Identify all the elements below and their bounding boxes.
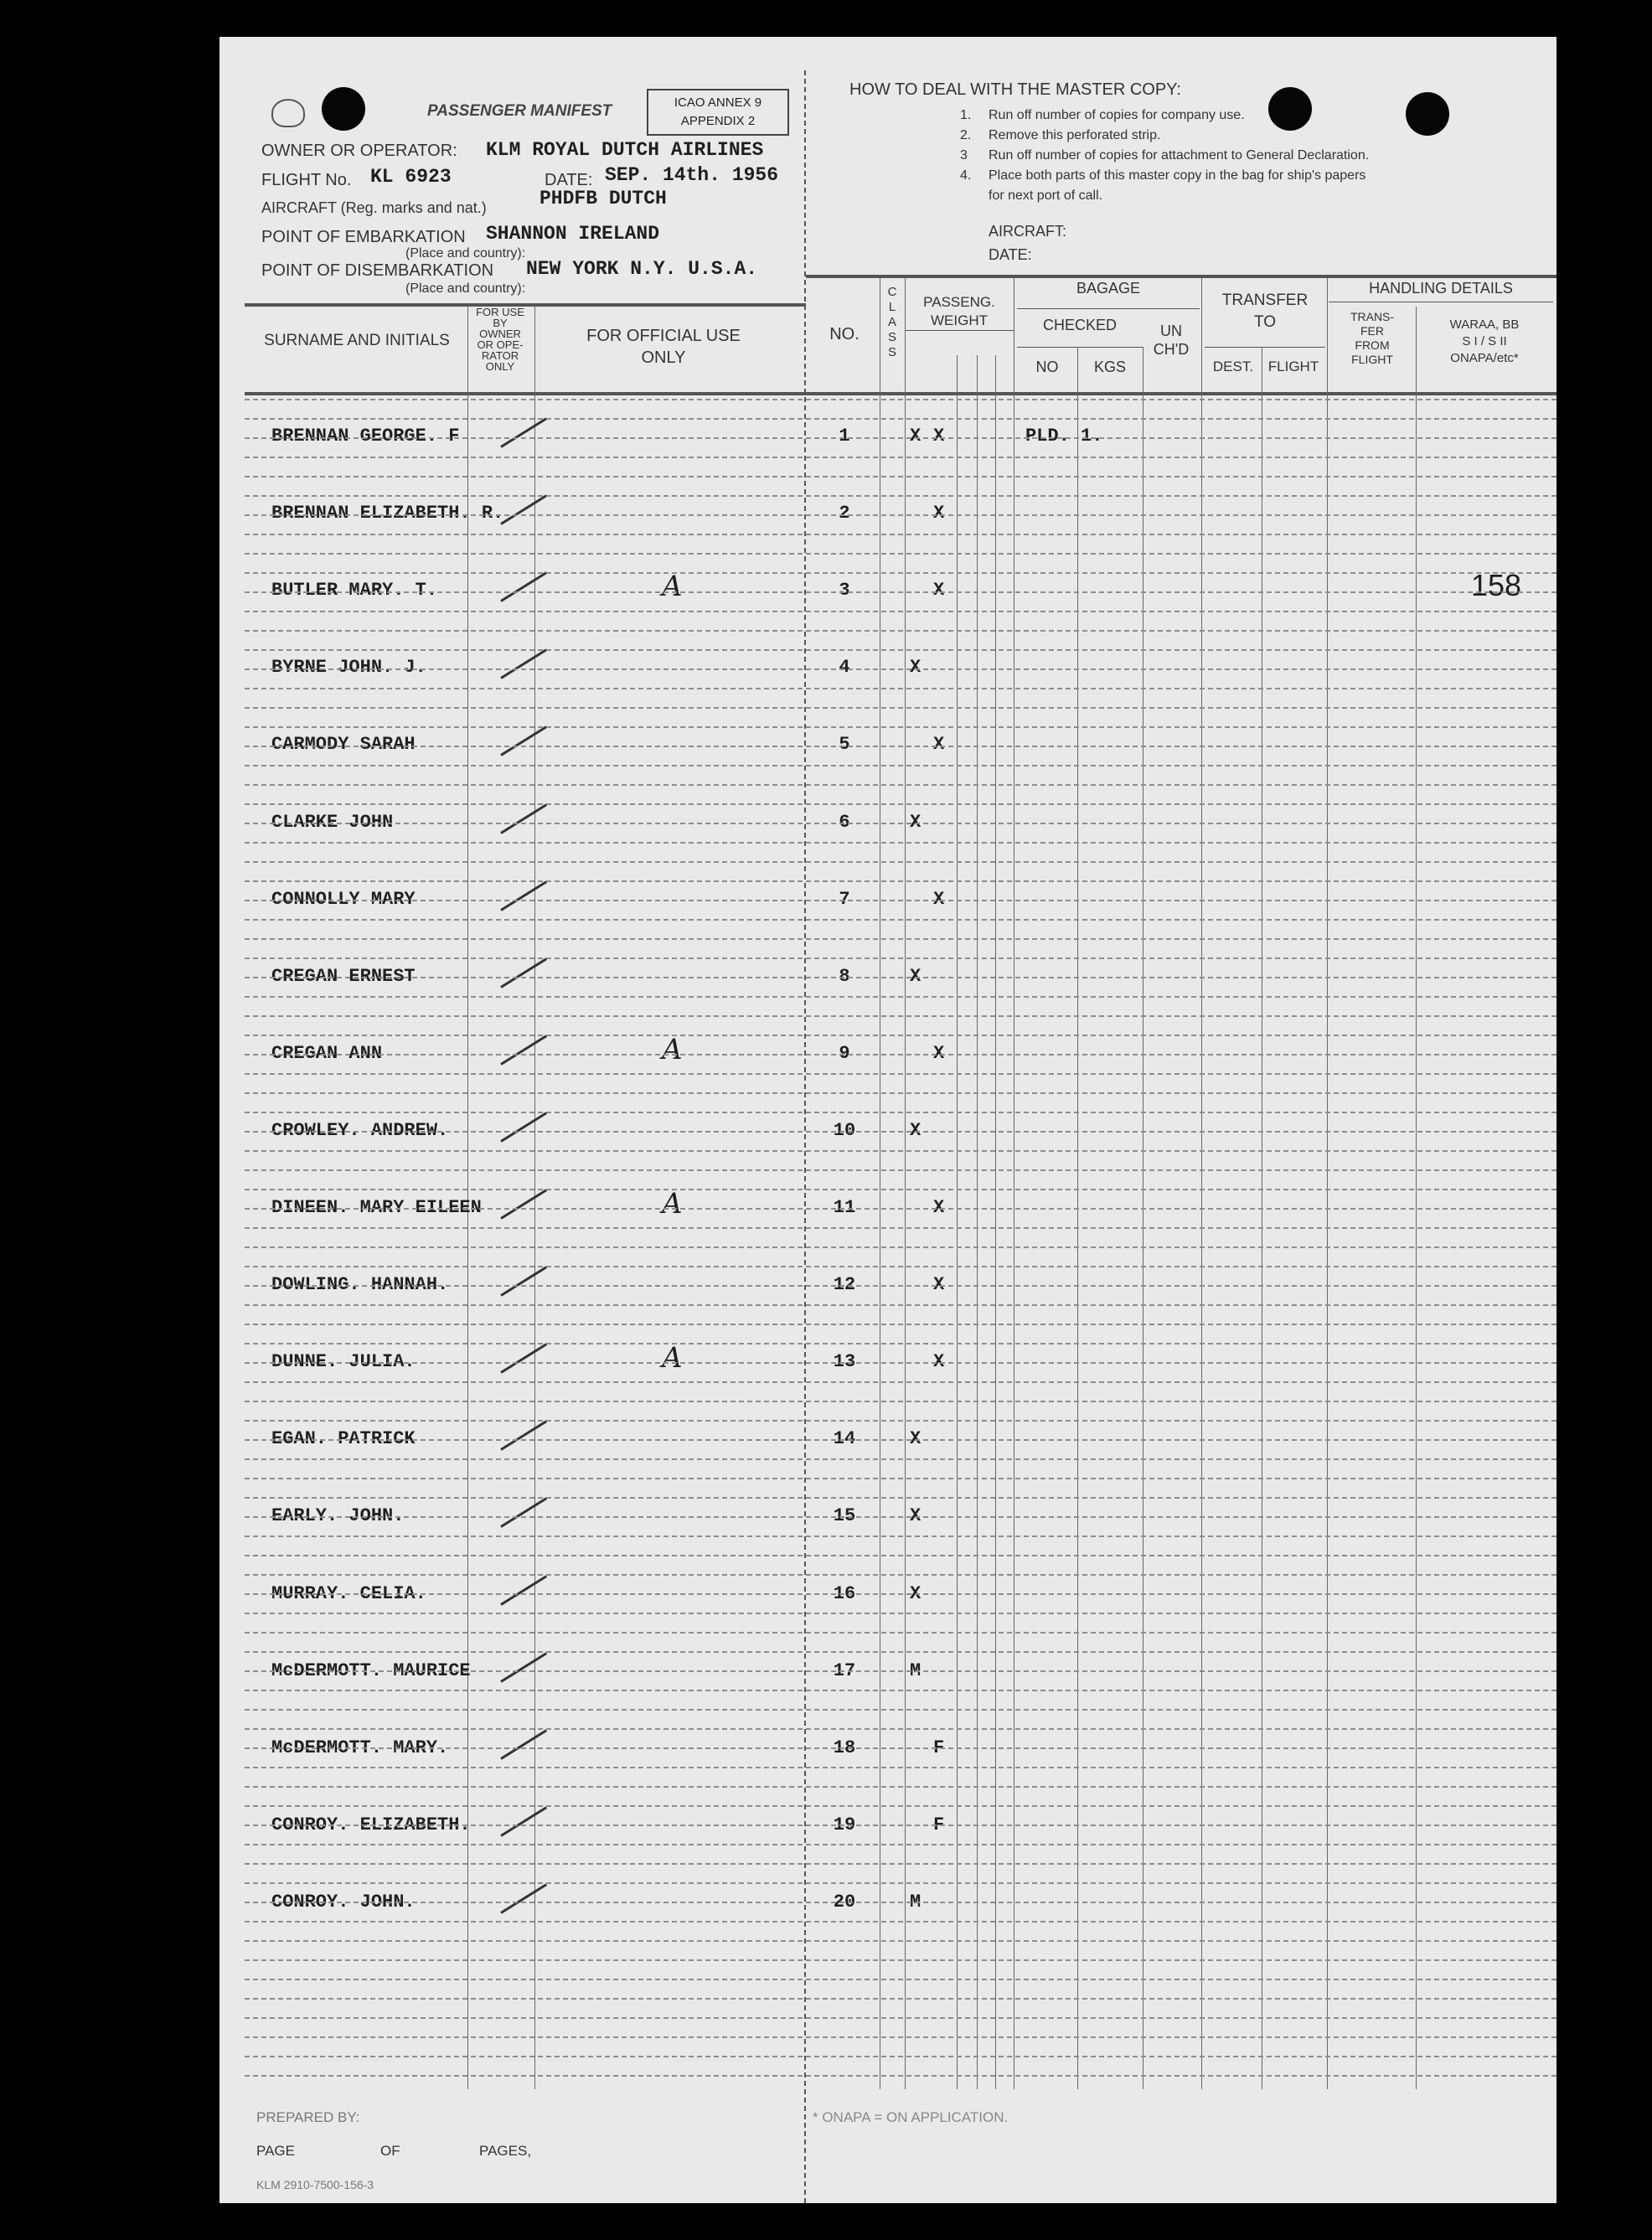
passenger-number: 16 bbox=[833, 1582, 856, 1604]
ruled-line bbox=[245, 1169, 1556, 1171]
col-checked: CHECKED bbox=[1042, 317, 1117, 333]
passenger-name: EARLY. JOHN. bbox=[271, 1505, 405, 1527]
check-mark bbox=[500, 1652, 547, 1682]
passenger-number: 7 bbox=[839, 888, 850, 910]
col-waraa: WARAA, BB S I / S II ONAPA/etc* bbox=[1449, 317, 1520, 365]
official-use-mark: A bbox=[662, 570, 683, 604]
prepared-by-label: PREPARED BY: bbox=[256, 2109, 360, 2125]
ruled-line bbox=[245, 1150, 1556, 1152]
manifest-sheet bbox=[219, 37, 1556, 2203]
punch-hole bbox=[322, 87, 365, 131]
check-mark bbox=[500, 1189, 547, 1219]
col-baggage: BAGAGE bbox=[1076, 280, 1141, 297]
passenger-number: 8 bbox=[839, 965, 850, 987]
header-rule bbox=[245, 392, 1556, 395]
baggage-checked: PLD. 1. bbox=[1025, 426, 1103, 446]
weight-mark: X bbox=[933, 734, 945, 756]
instruction-item: 4. Place both parts of this master copy in the bag for ship's papers bbox=[960, 168, 1366, 183]
passenger-name: CREGAN ANN bbox=[271, 1042, 383, 1064]
ruled-line bbox=[245, 1285, 1556, 1287]
ruled-line bbox=[245, 1902, 1556, 1903]
instructions-title: HOW TO DEAL WITH THE MASTER COPY: bbox=[849, 80, 1181, 99]
ruled-line bbox=[245, 514, 1556, 516]
ruled-line bbox=[245, 572, 1556, 574]
ruled-line bbox=[245, 591, 1556, 593]
check-mark bbox=[500, 417, 547, 447]
passenger-name: McDERMOTT. MARY. bbox=[271, 1737, 449, 1758]
disembarkation-value: NEW YORK N.Y. U.S.A. bbox=[526, 258, 758, 280]
ruled-line bbox=[245, 1497, 1556, 1499]
ruled-line bbox=[245, 900, 1556, 901]
check-mark bbox=[500, 1035, 547, 1065]
ruled-line bbox=[245, 1439, 1556, 1441]
ruled-line bbox=[245, 1940, 1556, 1942]
passenger-number: 2 bbox=[839, 503, 850, 524]
weight-mark: X bbox=[933, 1351, 945, 1373]
instructions-list bbox=[960, 106, 1530, 206]
ruled-line bbox=[245, 765, 1556, 766]
col-flight: FLIGHT bbox=[1267, 359, 1319, 374]
instruction-item: 2. Remove this perforated strip. bbox=[960, 128, 1161, 142]
header-rule bbox=[806, 275, 1556, 278]
passenger-number: 5 bbox=[839, 734, 850, 756]
ruled-line bbox=[245, 1574, 1556, 1576]
class-mark: M bbox=[910, 1659, 922, 1681]
embarkation-label: POINT OF EMBARKATION bbox=[261, 228, 466, 246]
place-country-note: (Place and country): bbox=[405, 281, 526, 296]
ruled-line bbox=[245, 418, 1556, 420]
col-surname: SURNAME AND INITIALS bbox=[264, 332, 450, 349]
header-subrule bbox=[1017, 308, 1200, 309]
official-use-mark: A bbox=[662, 1341, 683, 1375]
ruled-line bbox=[245, 457, 1556, 458]
passenger-number: 9 bbox=[839, 1042, 850, 1064]
ruled-line bbox=[245, 2017, 1556, 2019]
date-label: DATE: bbox=[545, 171, 593, 189]
passenger-number: 15 bbox=[833, 1505, 856, 1527]
ruled-line bbox=[245, 1092, 1556, 1094]
passenger-name: BRENNAN GEORGE. F bbox=[271, 426, 460, 446]
ruled-line bbox=[245, 996, 1556, 998]
flight-value: KL 6923 bbox=[370, 166, 452, 188]
ruled-line bbox=[245, 2056, 1556, 2057]
manifest-title: PASSENGER MANIFEST bbox=[427, 102, 612, 120]
flight-label: FLIGHT No. bbox=[261, 171, 352, 189]
ruled-line bbox=[245, 534, 1556, 535]
ruled-line bbox=[245, 495, 1556, 497]
passenger-number: 4 bbox=[839, 657, 850, 679]
ruled-line bbox=[245, 1709, 1556, 1711]
passenger-name: MURRAY. CELIA. bbox=[271, 1582, 426, 1604]
check-mark bbox=[500, 1575, 547, 1605]
ruled-line bbox=[245, 1073, 1556, 1075]
col-checked-no: NO bbox=[1035, 359, 1059, 375]
passenger-number: 19 bbox=[833, 1814, 856, 1835]
passenger-name: DOWLING. HANNAH. bbox=[271, 1274, 449, 1296]
page-label: PAGE bbox=[256, 2143, 295, 2159]
ruled-line bbox=[245, 611, 1556, 612]
check-mark bbox=[500, 803, 547, 834]
ruled-line bbox=[245, 1844, 1556, 1845]
ruled-line bbox=[245, 1208, 1556, 1210]
ruled-line bbox=[245, 1747, 1556, 1749]
ruled-line bbox=[245, 823, 1556, 824]
ruled-line bbox=[245, 437, 1556, 439]
instruction-item: 1. Run off number of copies for company use. bbox=[960, 108, 1245, 122]
ruled-line bbox=[245, 1767, 1556, 1768]
class-mark: X bbox=[910, 1428, 922, 1450]
weight-mark: X bbox=[933, 1042, 945, 1064]
col-passeng-weight: PASSENG. WEIGHT bbox=[923, 294, 995, 328]
passenger-name: EGAN. PATRICK bbox=[271, 1428, 416, 1450]
col-by-owner: FOR USE BY OWNER OR OPE- RATOR ONLY bbox=[476, 306, 524, 373]
class-mark: X bbox=[910, 657, 922, 679]
passenger-name: CREGAN ERNEST bbox=[271, 965, 416, 987]
instruction-item: for next port of call. bbox=[989, 188, 1103, 203]
ruled-line bbox=[245, 1401, 1556, 1402]
passenger-name: BRENNAN ELIZABETH. R. bbox=[271, 503, 504, 524]
check-mark bbox=[500, 726, 547, 756]
col-class: C L A S S bbox=[887, 285, 897, 359]
ruled-line bbox=[245, 1959, 1556, 1961]
icao-appendix: APPENDIX 2 bbox=[680, 114, 756, 128]
passenger-name: CROWLEY. ANDREW. bbox=[271, 1119, 449, 1141]
owner-label: OWNER OR OPERATOR: bbox=[261, 142, 457, 160]
passenger-number: 13 bbox=[833, 1351, 856, 1373]
ruled-line bbox=[245, 1324, 1556, 1325]
ruled-line bbox=[245, 1246, 1556, 1248]
ruled-line bbox=[245, 1651, 1556, 1653]
ruled-line bbox=[245, 861, 1556, 863]
weight-mark: X bbox=[933, 1197, 945, 1218]
ruled-line bbox=[245, 1458, 1556, 1460]
embarkation-value: SHANNON IRELAND bbox=[486, 223, 660, 245]
col-no: NO. bbox=[829, 325, 860, 343]
col-handling: HANDLING DETAILS bbox=[1369, 280, 1513, 297]
ruled-line bbox=[245, 1381, 1556, 1383]
passenger-number: 11 bbox=[833, 1197, 856, 1218]
ruled-line bbox=[245, 630, 1556, 632]
passenger-name: DINEEN. MARY EILEEN bbox=[271, 1197, 482, 1218]
passenger-name: DUNNE. JULIA. bbox=[271, 1351, 416, 1373]
ruled-line bbox=[245, 880, 1556, 882]
ruled-line bbox=[245, 746, 1556, 747]
check-mark bbox=[500, 1883, 547, 1913]
ruled-line bbox=[245, 977, 1556, 978]
instr-aircraft-label: AIRCRAFT: bbox=[989, 223, 1067, 240]
passenger-number: 14 bbox=[833, 1428, 856, 1450]
passenger-number: 6 bbox=[839, 811, 850, 833]
check-mark bbox=[500, 880, 547, 911]
ruled-line bbox=[245, 919, 1556, 921]
ruled-line bbox=[245, 1343, 1556, 1345]
handling-note: 158 bbox=[1471, 568, 1522, 603]
passenger-name: CONNOLLY MARY bbox=[271, 888, 416, 910]
ruled-line bbox=[245, 1304, 1556, 1306]
check-mark bbox=[500, 1729, 547, 1759]
ruled-line bbox=[245, 1015, 1556, 1017]
instruction-item: 3 Run off number of copies for attachment to General Declaration. bbox=[960, 148, 1370, 163]
weight-mark: F bbox=[933, 1814, 945, 1835]
class-mark: X bbox=[910, 965, 922, 987]
form-code: KLM 2910-7500-156-3 bbox=[256, 2178, 374, 2191]
ruled-line bbox=[245, 1131, 1556, 1133]
check-mark bbox=[500, 1266, 547, 1296]
passenger-number: 17 bbox=[833, 1659, 856, 1681]
ruled-line bbox=[245, 1690, 1556, 1691]
passenger-name: BUTLER MARY. T. bbox=[271, 580, 438, 601]
ruled-line bbox=[245, 784, 1556, 786]
ruled-line bbox=[245, 957, 1556, 959]
official-use-mark: A bbox=[662, 1187, 683, 1221]
check-mark bbox=[500, 494, 547, 524]
passenger-name: BYRNE JOHN. J. bbox=[271, 657, 426, 679]
ruled-line bbox=[245, 1805, 1556, 1807]
col-dest: DEST. bbox=[1212, 359, 1254, 374]
icao-annex: ICAO ANNEX 9 bbox=[674, 95, 762, 110]
ruled-line bbox=[245, 1670, 1556, 1672]
ruled-line bbox=[245, 1420, 1556, 1422]
official-use-mark: A bbox=[662, 1032, 683, 1066]
check-mark bbox=[500, 649, 547, 679]
col-unchecked: UN CH'D bbox=[1153, 323, 1190, 358]
klm-crown-logo bbox=[271, 99, 305, 127]
class-mark: X bbox=[910, 1505, 922, 1527]
passenger-name: CARMODY SARAH bbox=[271, 734, 416, 756]
ruled-line bbox=[245, 1979, 1556, 1980]
col-checked-kgs: KGS bbox=[1093, 359, 1126, 375]
ruled-line bbox=[245, 1478, 1556, 1479]
ruled-line bbox=[245, 1362, 1556, 1364]
ruled-line bbox=[245, 1035, 1556, 1036]
weight-mark: X bbox=[933, 1274, 945, 1296]
weight-mark: F bbox=[933, 1737, 945, 1758]
passenger-name: McDERMOTT. MAURICE bbox=[271, 1659, 471, 1681]
check-mark bbox=[500, 1421, 547, 1451]
ruled-line bbox=[245, 1632, 1556, 1634]
col-official-use: FOR OFFICIAL USE ONLY bbox=[586, 327, 741, 367]
check-mark bbox=[500, 957, 547, 988]
ruled-line bbox=[245, 1112, 1556, 1113]
col-transfer: TRANSFER TO bbox=[1221, 292, 1309, 331]
ruled-line bbox=[245, 1516, 1556, 1518]
ruled-line bbox=[245, 1593, 1556, 1595]
check-mark bbox=[500, 1112, 547, 1142]
onapa-note: * ONAPA = ON APPLICATION. bbox=[813, 2109, 1009, 2125]
ruled-line bbox=[245, 399, 1556, 400]
ruled-line bbox=[245, 707, 1556, 709]
passenger-number: 20 bbox=[833, 1891, 856, 1912]
check-mark bbox=[500, 1344, 547, 1374]
class-mark: X bbox=[910, 426, 922, 446]
class-mark: X bbox=[910, 1582, 922, 1604]
ruled-line bbox=[245, 476, 1556, 477]
check-mark bbox=[500, 1806, 547, 1836]
place-country-note: (Place and country): bbox=[405, 246, 526, 261]
header-subrule bbox=[1205, 347, 1325, 348]
ruled-line bbox=[245, 649, 1556, 651]
ruled-line bbox=[245, 668, 1556, 670]
ruled-line bbox=[245, 1227, 1556, 1229]
aircraft-label: AIRCRAFT (Reg. marks and nat.) bbox=[261, 199, 487, 216]
ruled-line bbox=[245, 1863, 1556, 1865]
ruled-line bbox=[245, 842, 1556, 844]
ruled-line bbox=[245, 553, 1556, 555]
ruled-line bbox=[245, 1728, 1556, 1730]
class-mark: X bbox=[910, 1119, 922, 1141]
ruled-line bbox=[245, 1054, 1556, 1055]
icao-reference-box bbox=[647, 89, 789, 136]
passenger-number: 1 bbox=[839, 426, 850, 446]
ruled-line bbox=[245, 1998, 1556, 2000]
ruled-line bbox=[245, 938, 1556, 940]
check-mark bbox=[500, 1498, 547, 1528]
check-mark bbox=[500, 572, 547, 602]
ruled-line bbox=[245, 2075, 1556, 2077]
ruled-line bbox=[245, 1786, 1556, 1788]
ruled-line bbox=[245, 1555, 1556, 1556]
ruled-line bbox=[245, 1535, 1556, 1537]
passenger-number: 18 bbox=[833, 1737, 856, 1758]
ruled-line bbox=[245, 1613, 1556, 1614]
ruled-line bbox=[245, 1189, 1556, 1190]
weight-mark: X bbox=[933, 426, 945, 446]
owner-value: KLM ROYAL DUTCH AIRLINES bbox=[486, 139, 764, 161]
ruled-line bbox=[245, 1266, 1556, 1267]
ruled-line bbox=[245, 1921, 1556, 1923]
header-subrule bbox=[1017, 347, 1143, 348]
disembarkation-label: POINT OF DISEMBARKATION bbox=[261, 261, 494, 280]
of-label: OF bbox=[380, 2143, 400, 2159]
ruled-line bbox=[245, 688, 1556, 689]
ruled-line bbox=[245, 1825, 1556, 1826]
pages-label: PAGES, bbox=[479, 2143, 532, 2159]
ruled-line bbox=[245, 2036, 1556, 2038]
passenger-name: CONROY. JOHN. bbox=[271, 1891, 416, 1912]
ruled-line bbox=[245, 1882, 1556, 1884]
weight-mark: X bbox=[933, 580, 945, 601]
weight-mark: X bbox=[933, 888, 945, 910]
class-mark: M bbox=[910, 1891, 922, 1912]
passenger-number: 3 bbox=[839, 580, 850, 601]
class-mark: X bbox=[910, 811, 922, 833]
passenger-number: 10 bbox=[833, 1119, 856, 1141]
header-subrule bbox=[905, 330, 1014, 331]
passenger-name: CONROY. ELIZABETH. bbox=[271, 1814, 471, 1835]
ruled-line bbox=[245, 803, 1556, 805]
passenger-name: CLARKE JOHN bbox=[271, 811, 394, 833]
aircraft-value: PHDFB DUTCH bbox=[539, 188, 667, 209]
weight-mark: X bbox=[933, 503, 945, 524]
date-value: SEP. 14th. 1956 bbox=[605, 164, 779, 186]
passenger-number: 12 bbox=[833, 1274, 856, 1296]
col-transfer-from: TRANS- FER FROM FLIGHT bbox=[1350, 310, 1395, 366]
ruled-line bbox=[245, 726, 1556, 728]
instr-date-label: DATE: bbox=[989, 246, 1032, 263]
